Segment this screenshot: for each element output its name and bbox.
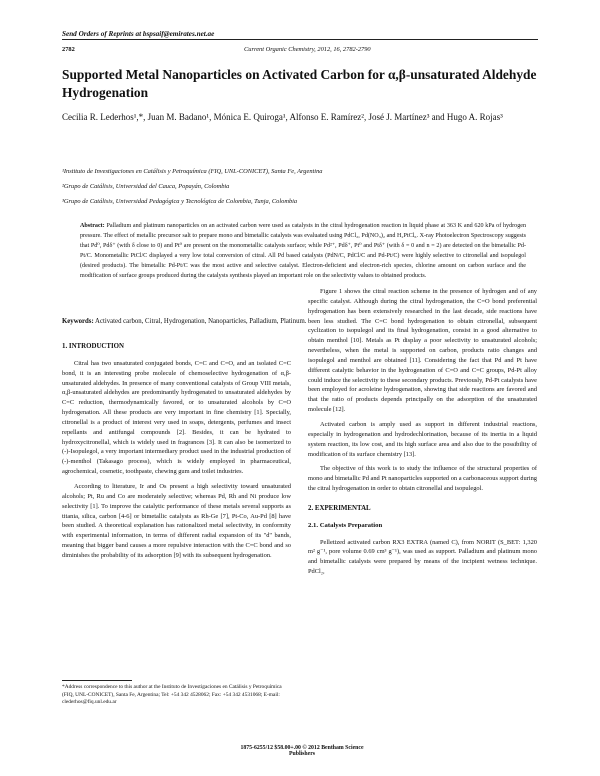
keywords-label: Keywords: — [62, 318, 94, 325]
article-title: Supported Metal Nanoparticles on Activated Carbon for α,β-unsaturated Aldehyde Hydrogenation — [62, 67, 537, 100]
reprint-notice: Send Orders of Reprints at bspsaif@emirates.net.ae — [62, 30, 215, 38]
body-paragraph: Activated carbon is amply used as support in different industrial reactions, especially in hydrogenation and hydrodechlorination, because of its inertia in a liquid system reaction, its low cost, and its high surface area and also due to the possibility of modification of its surface chemistry [13]. — [308, 420, 537, 458]
body-paragraph: Pelletized activated carbon RX3 EXTRA (named C), from NORIT (S_BET: 1,320 m² g⁻¹, pore volume 0.69 cm³ g⁻¹), was used as support. Palladium and platinum mono and bimetallic catalysts were prepared by means of the incipient wetness technique. PdCl₂, — [308, 538, 537, 576]
affiliation-3: ³Grupo de Catálisis, Universidad Pedagógica y Tecnológica de Colombia, Tunja, Colombia — [62, 198, 298, 205]
publisher-footer: 1875-6255/12 $58.00+.00 © 2012 Bentham Science Publishers — [240, 745, 364, 757]
header-rule — [62, 39, 538, 40]
body-paragraph: According to literature, Ir and Os present a high selectivity toward unsaturated alcohols; Pt, Ru and Co are moderately selective; whereas Pd, Rh and Ni produce low selectivity [1]. To improve the catalytic performance of these metals several supports as titania, silica, carbon [4-6] or bimetallic catalysts as Rh-Ge [7], Pt-Co, Au-Pd [8] have been studied. A theoretical explanation has rationalized metal selectivity, in conformity with experimental information, in terms of different radial expansion of its "d" bands, meaning that bigger band causes a more repulsive interaction with the C=C bond and so diminishes the probability of its adsorption [9] with its subsequent hydrogenation. — [62, 482, 291, 559]
footnote-rule — [62, 680, 132, 681]
right-column — [308, 287, 537, 577]
body-paragraph: The objective of this work is to study the influence of the structural properties of mono and bimetallic Pd and Pt nanoparticles supported on a carbonaceous support during the citral hydrogenation in order to obtain citronellal and isopulegol. — [308, 465, 537, 493]
affiliation-2: ²Grupo de Catálisis, Universidad del Cauca, Popayán, Colombia — [62, 183, 230, 190]
correspondence-footnote: *Address correspondence to this author at the Instituto de Investigaciones en Catálisis y Petroquímica (FIQ, UNL-CONICET), Santa Fe, Argentina; Tel: +54 342 4528062; Fax: +54 342 4531068; E-mail: clederhos@fiq.unl.edu.ar — [62, 684, 282, 706]
affiliation-1: ¹Instituto de Investigaciones en Catálisis y Petroquímica (FIQ, UNL-CONICET), Santa Fe, Argentina — [62, 168, 323, 175]
body-paragraph: Citral has two unsaturated conjugated bonds, C=C and C=O, and an isolated C=C bond, it is an interesting probe molecule of chemoselective hydrogenation of α,β-unsaturated aldehydes. In presence of many conventional catalysts of Group VIII metals, α,β-unsaturated aldehydes are predominantly hydrogenated to unsaturated aldehydes by C=C reduction, thermodynamically favored, or to unsaturated alcohols by C=O hydrogenation. All these products are very important in fine chemistry [1]. Specially, citronellal is a product of interest very used in soaps, detergents, perfumes and insect repellants and antifungal compounds [2]. Besides, it can be hydrated to hydroxycitronellal, which is widely used in fragrances [3]. It can also be isomerized to (-)-Isopulegol, a very important intermediary product used in the industrial production of (-)-menthol (Takasago process), which is widely employed in pharmaceutical, agrochemical, cosmetic, toothpaste, chewing gum and toilet industries. — [62, 359, 291, 476]
keywords-text: Activated carbon, Citral, Hydrogenation, Nanoparticles, Palladium, Platinum. — [95, 318, 307, 325]
abstract-label: Abstract: — [80, 223, 105, 229]
abstract — [80, 222, 526, 281]
abstract-text: Palladium and platinum nanoparticles on an activated carbon were used as catalysts in the citral hydrogenation reaction in liquid phase at 363 K and 620 kPa of hydrogen pressure. The effect of metallic precursor salt to prepare mono and bimetallic catalysts was evaluated using PdCl₂, Pd(NO₃)₂ and H₂PtCl₆. X-ray Photoelectron Spectroscopy suggests that Pd⁰, Pdδ⁺ (with δ close to 0) and Pt⁰ are present on the monometallic catalysts surface; while Pd²⁺, Pdδ⁺, Pt⁰ and Ptδ⁺ (with δ = 0 and n = 2) are detected on the bimetallic Pd-Pt/C. Monometallic PtCl/C displayed a very low total conversion of citral. All Pd based catalysts (PdN/C, PdCl/C and Pd-Pt/C) were highly selective to citronellal and isopulegol (desired products). The bimetallic Pd-Pt/C was the most active and selective catalyst. Electron-deficient and electron-rich species, chlorine amount on carbon surface and the modification of surface groups produced during the catalysts synthesis played an important role on the selectivity values to obtained products. — [80, 223, 527, 279]
page-number: 2782 — [62, 46, 75, 53]
author-list: Cecilia R. Lederhos¹,*, Juan M. Badano¹, Mónica E. Quiroga¹, Alfonso E. Ramírez², José J. Martínez³ and Hugo A. Rojas³ — [62, 112, 503, 122]
left-column — [62, 342, 291, 561]
body-paragraph: Figure 1 shows the citral reaction scheme in the presence of hydrogen and of any specific catalyst. Although during the citral hydrogenation, the C=O bond preferential hydrogenation has been extensively researched in the last decade, side reactions have been less studied. The C=C bond hydrogenation to obtain citronellal, subsequent cyclization to isopulegol and its final hydrogenation, consist in a good alternative to obtain menthol [10]. Metals as Pt display a poor selectivity to unsaturated alcohols; nevertheless, when the metal is supported on carbon, products ratio changes and isopulegol and menthol are obtained [11]. Considering the fact that Pd and Pt have different catalytic behavior in the hydrogenation of C=O and C=C groups, Pd-Pt alloy could induce the selectivity to these secondary products. Previously, Pd-Pt catalysts have been employed for acroleine hydrogenation, showing that side reactions are favored and that the ratio of products depends principally on the adsorption of the unsaturated molecule [12]. — [308, 288, 537, 414]
catalysts-preparation-heading: 2.1. Catalysts Preparation — [308, 521, 383, 529]
experimental-heading: 2. EXPERIMENTAL — [308, 504, 371, 512]
journal-citation: Current Organic Chemistry, 2012, 16, 2782-2790 — [244, 46, 371, 53]
introduction-heading: 1. INTRODUCTION — [62, 343, 125, 350]
